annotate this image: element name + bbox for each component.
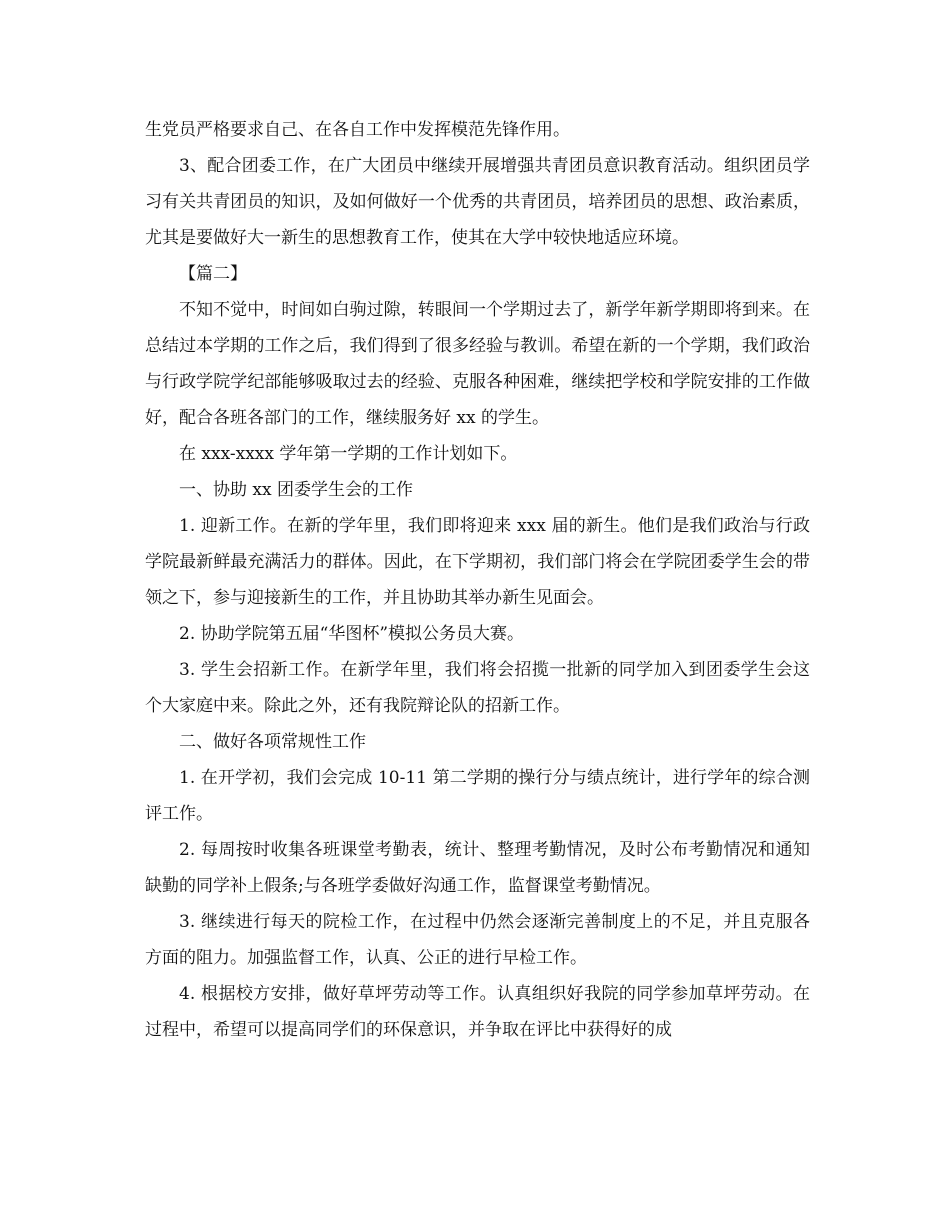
section-heading: 【篇二】	[179, 264, 247, 284]
paragraph: 在 xxx-xxxx 学年第一学期的工作计划如下。	[179, 444, 518, 464]
paragraph: 1. 迎新工作。在新的学年里，我们即将迎来 xxx 届的新生。他们是我们政治与行政学院最新鲜最充满活力的群体。因此，在下学期初，我们部门将会在学院团委学生会的带领之下，参与迎接新生的工作，并且协助其举办新生见面会。	[145, 516, 810, 608]
document-body	[145, 112, 810, 1048]
paragraph: 不知不觉中，时间如白驹过隙，转眼间一个学期过去了，新学年新学期即将到来。在总结过本学期的工作之后，我们得到了很多经验与教训。希望在新的一个学期，我们政治与行政学院学纪部能够吸取过去的经验、克服各种困难，继续把学校和学院安排的工作做好，配合各班各部门的工作，继续服务好 xx 的学生。	[145, 300, 810, 428]
paragraph: 3. 继续进行每天的院检工作，在过程中仍然会逐渐完善制度上的不足，并且克服各方面的阻力。加强监督工作，认真、公正的进行早检工作。	[145, 912, 810, 968]
paragraph: 2. 每周按时收集各班课堂考勤表，统计、整理考勤情况，及时公布考勤情况和通知缺勤的同学补上假条;与各班学委做好沟通工作，监督课堂考勤情况。	[145, 840, 810, 896]
paragraph: 1. 在开学初，我们会完成 10-11 第二学期的操行分与绩点统计，进行学年的综合测评工作。	[145, 768, 810, 824]
paragraph: 3、配合团委工作，在广大团员中继续开展增强共青团员意识教育活动。组织团员学习有关共青团员的知识，及如何做好一个优秀的共青团员，培养团员的思想、政治素质，尤其是要做好大一新生的思想教育工作，使其在大学中较快地适应环境。	[145, 156, 810, 248]
paragraph: 3. 学生会招新工作。在新学年里，我们将会招揽一批新的同学加入到团委学生会这个大家庭中来。除此之外，还有我院辩论队的招新工作。	[145, 660, 810, 716]
section-heading: 一、协助 xx 团委学生会的工作	[179, 480, 413, 500]
section-heading: 二、做好各项常规性工作	[179, 732, 366, 752]
paragraph: 生党员严格要求自己、在各自工作中发挥模范先锋作用。	[145, 120, 570, 140]
paragraph: 4. 根据校方安排，做好草坪劳动等工作。认真组织好我院的同学参加草坪劳动。在过程中，希望可以提高同学们的环保意识，并争取在评比中获得好的成	[145, 984, 810, 1040]
paragraph: 2. 协助学院第五届“华图杯”模拟公务员大赛。	[179, 624, 525, 644]
